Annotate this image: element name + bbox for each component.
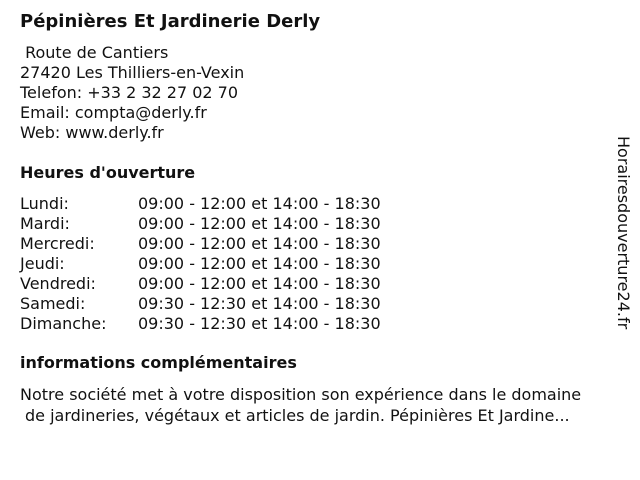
website: Web: www.derly.fr <box>20 123 164 142</box>
day-label: Jeudi: <box>20 254 65 273</box>
additional-info-heading: informations complémentaires <box>20 353 297 372</box>
address-city: 27420 Les Thilliers-en-Vexin <box>20 63 245 82</box>
hours-value: 09:00 - 12:00 et 14:00 - 18:30 <box>138 254 381 273</box>
day-label: Samedi: <box>20 294 86 313</box>
hours-value: 09:00 - 12:00 et 14:00 - 18:30 <box>138 194 381 213</box>
opening-hours-heading: Heures d'ouverture <box>20 163 196 182</box>
additional-info-text <box>20 384 630 426</box>
hours-value: 09:00 - 12:00 et 14:00 - 18:30 <box>138 214 381 233</box>
hours-value: 09:00 - 12:00 et 14:00 - 18:30 <box>138 234 381 253</box>
contact-block <box>20 43 244 143</box>
site-watermark: Horairesdouverture24.fr <box>614 136 633 330</box>
day-label: Vendredi: <box>20 274 96 293</box>
info-line-2: de jardineries, végétaux et articles de jardin. Pépinières Et Jardine... <box>25 406 570 425</box>
info-line-1: Notre société met à votre disposition son expérience dans le domaine <box>20 385 582 404</box>
hours-value: 09:30 - 12:30 et 14:00 - 18:30 <box>138 314 381 333</box>
day-label: Lundi: <box>20 194 69 213</box>
hours-value: 09:00 - 12:00 et 14:00 - 18:30 <box>138 274 381 293</box>
day-label: Mardi: <box>20 214 70 233</box>
day-label: Dimanche: <box>20 314 107 333</box>
email-address: Email: compta@derly.fr <box>20 103 207 122</box>
business-name: Pépinières Et Jardinerie Derly <box>20 11 321 32</box>
hours-value: 09:30 - 12:30 et 14:00 - 18:30 <box>138 294 381 313</box>
address-street: Route de Cantiers <box>20 43 169 62</box>
day-label: Mercredi: <box>20 234 95 253</box>
phone-number: Telefon: +33 2 32 27 02 70 <box>20 83 239 102</box>
